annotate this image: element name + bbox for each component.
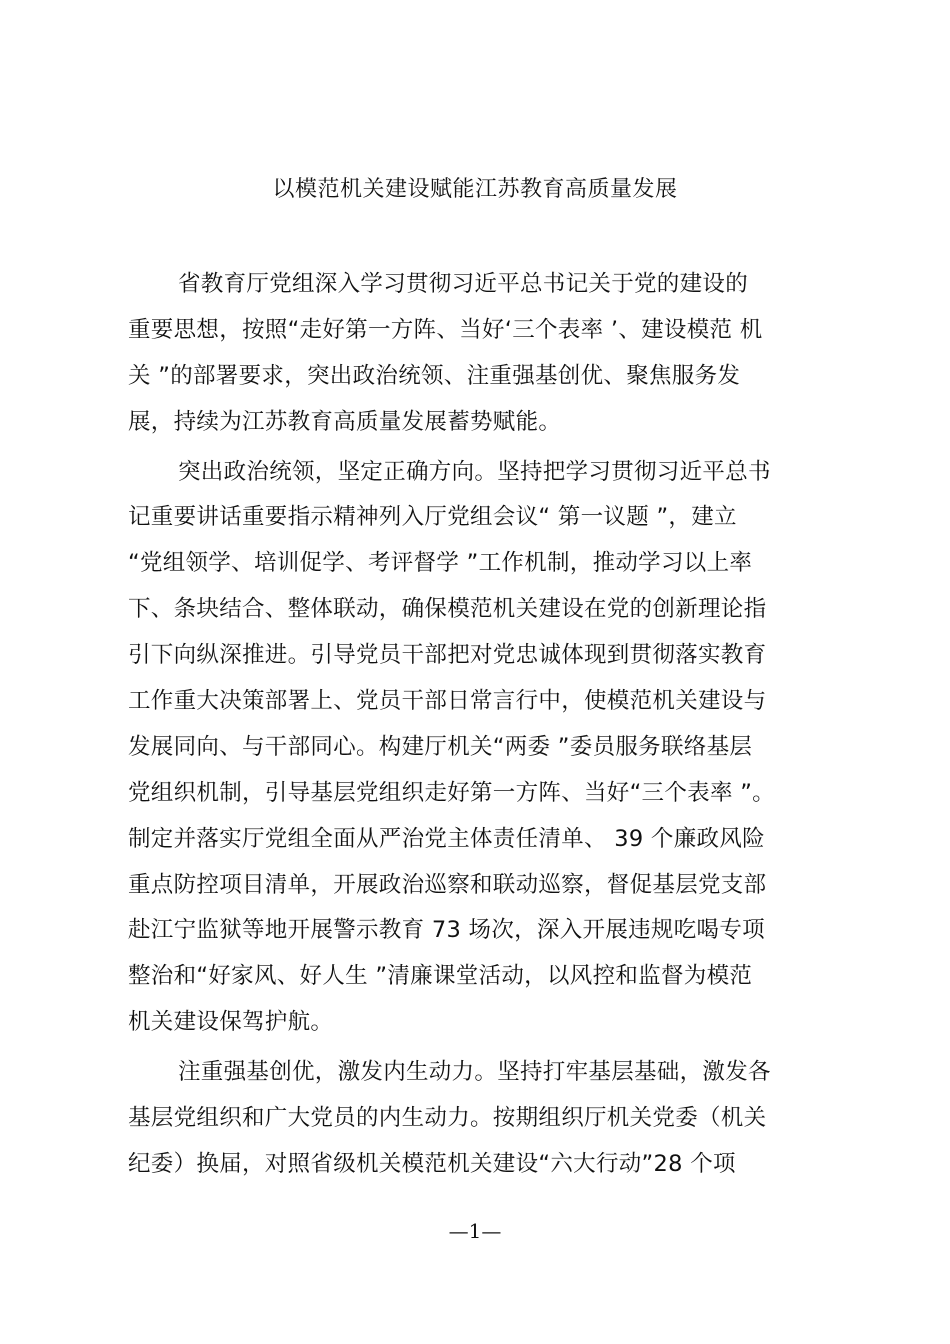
- paragraph-3: [128, 1050, 848, 1188]
- text-line: 机关建设保驾护航。: [128, 1009, 334, 1036]
- paragraph-1: [128, 262, 848, 446]
- text-line: 制定并落实厅党组全面从严治党主体责任清单、 39 个廉政风险: [128, 825, 765, 852]
- text-line: “党组领学、培训促学、考评督学 ”工作机制，推动学习以上率: [128, 550, 753, 577]
- text-line: 重点防控项目清单，开展政治巡察和联动巡察，督促基层党支部: [128, 871, 767, 898]
- text-line: 重要思想，按照“走好第一方阵、当好‘三个表率 ’、建设模范 机: [128, 316, 763, 343]
- text-line: 纪委）换届，对照省级机关模范机关建设“六大行动”28 个项: [128, 1150, 736, 1177]
- text-line: 展，持续为江苏教育高质量发展蓄势赋能。: [128, 408, 562, 435]
- document-body: [128, 262, 848, 1192]
- text-line: 下、条块结合、整体联动，确保模范机关建设在党的创新理论指: [128, 596, 767, 623]
- text-line: 赴江宁监狱等地开展警示教育 73 场次，深入开展违规吃喝专项: [128, 917, 765, 944]
- text-line: 党组织机制，引导基层党组织走好第一方阵、当好“三个表率 ”。: [128, 779, 775, 806]
- text-line: 整治和“好家风、好人生 ”清廉课堂活动，以风控和监督为模范: [128, 963, 753, 990]
- text-line: 突出政治统领，坚定正确方向。坚持把学习贯彻习近平总书: [178, 458, 771, 485]
- text-line: 注重强基创优，激发内生动力。坚持打牢基层基础，激发各: [178, 1059, 771, 1086]
- text-line: 引下向纵深推进。引导党员干部把对党忠诚体现到贯彻落实教育: [128, 642, 767, 669]
- text-line: 省教育厅党组深入学习贯彻习近平总书记关于党的建设的: [178, 271, 749, 297]
- text-line: 发展同向、与干部同心。构建厅机关“两委 ”委员服务联络基层: [128, 733, 753, 760]
- text-line: 记重要讲话重要指示精神列入厅党组会议“ 第一议题 ”，建立: [128, 504, 737, 531]
- paragraph-2: [128, 450, 848, 1047]
- text-line: 工作重大决策部署上、党员干部日常言行中，使模范机关建设与: [128, 688, 767, 715]
- text-line: 关 ”的部署要求，突出政治统领、注重强基创优、聚焦服务发: [128, 362, 741, 389]
- document-title: 以模范机关建设赋能江苏教育高质量发展: [272, 177, 678, 202]
- page-number: —1—: [448, 1219, 502, 1243]
- text-line: 基层党组织和广大党员的内生动力。按期组织厅机关党委（机关: [128, 1105, 767, 1132]
